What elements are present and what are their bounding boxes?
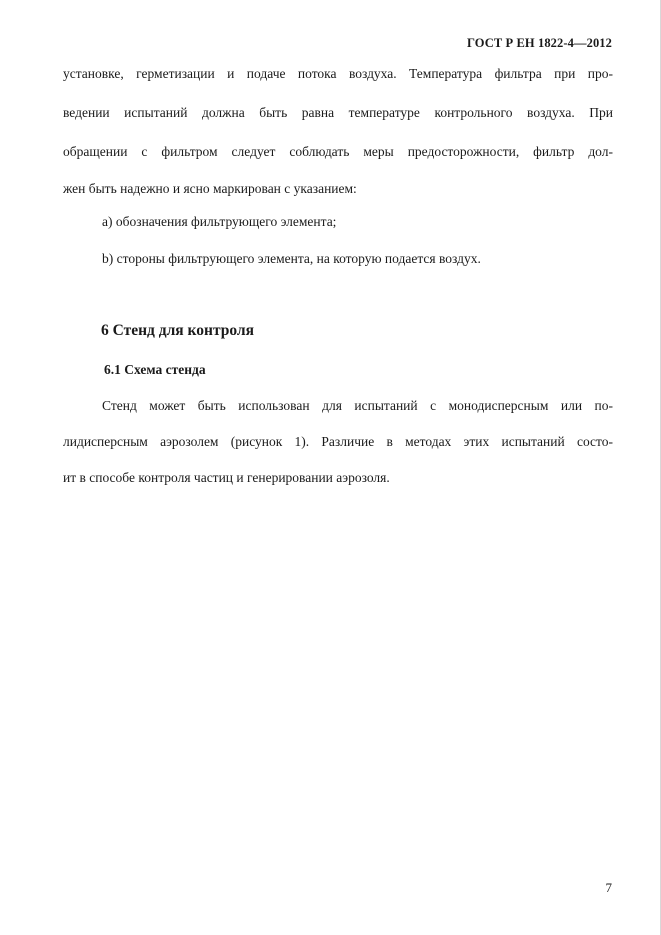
text-line: ведении испытаний должна быть равна температуре контрольного воздуха. При [63, 105, 613, 120]
list-item: b) стороны фильтрующего элемента, на которую подается воздух. [102, 251, 481, 266]
text-line: обращении с фильтром следует соблюдать меры предосторожности, фильтр дол- [63, 144, 613, 159]
text-line: установке, герметизации и подаче потока воздуха. Температура фильтра при про- [63, 66, 613, 81]
text-line: лидисперсным аэрозолем (рисунок 1). Различие в методах этих испытаний состо- [63, 434, 613, 449]
text-line: жен быть надежно и ясно маркирован с указанием: [63, 181, 357, 196]
text-line: ит в способе контроля частиц и генерировании аэрозоля. [63, 470, 390, 485]
document-code-header: ГОСТ Р ЕН 1822-4—2012 [467, 36, 612, 50]
page-number: 7 [605, 880, 612, 895]
text-line: Стенд может быть использован для испытаний с монодисперсным или по- [102, 398, 613, 413]
subsection-title: 6.1 Схема стенда [104, 362, 206, 377]
section-title: 6 Стенд для контроля [101, 322, 255, 339]
list-item: а) обозначения фильтрующего элемента; [102, 214, 337, 229]
